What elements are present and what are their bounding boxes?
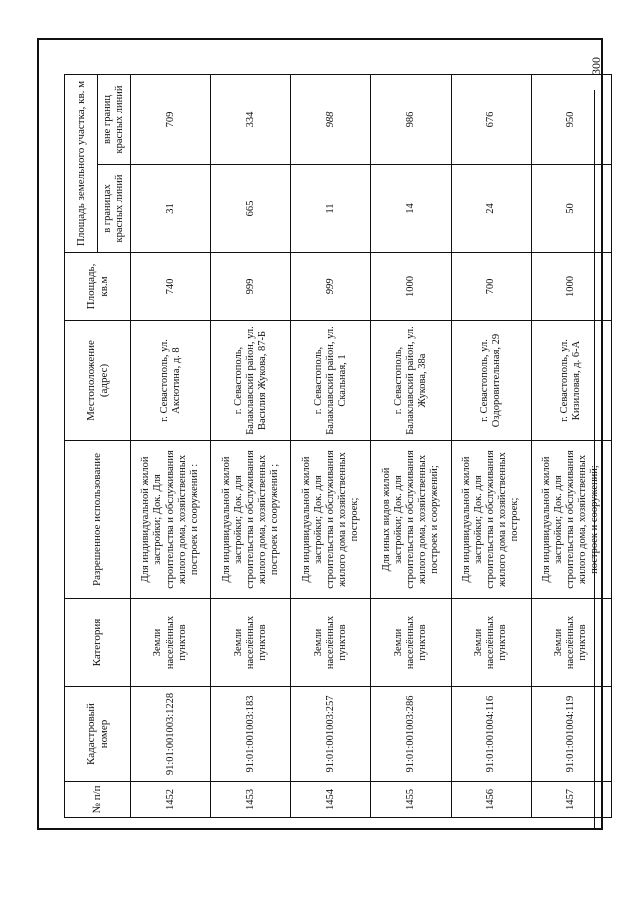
header-category: Категория: [65, 599, 131, 687]
table-row: [531, 74, 611, 817]
cell-num: 1456: [451, 782, 531, 818]
cell-cadastral: 91:01:001003:257: [291, 687, 371, 782]
cell-area: 740: [131, 253, 211, 321]
cell-outside: 988: [291, 74, 371, 164]
cell-permitted-use: Для индивидуальной жилой застройки; Док. для строительства и обслуживания жилого дома, хозяйственных построек и сооружений;: [531, 441, 611, 599]
cell-num: 1453: [211, 782, 291, 818]
cell-category: Земли населённых пунктов: [451, 599, 531, 687]
cell-category: Земли населённых пунктов: [131, 599, 211, 687]
cell-permitted-use: Для индивидуальной жилой застройки; Док. для строительства и обслуживания жилого дома и хозяйственных построек;: [451, 441, 531, 599]
land-plots-table: [64, 74, 612, 818]
cell-num: 1454: [291, 782, 371, 818]
cell-address: г. Севастополь, ул. Аксютина, д. 8: [131, 321, 211, 441]
header-inside-red-lines: в границах красных линий: [98, 165, 131, 253]
cell-area: 999: [291, 253, 371, 321]
table-row: [371, 74, 451, 817]
header-cadastral: Кадастровый номер: [65, 687, 131, 782]
cell-cadastral: 91:01:001003:183: [211, 687, 291, 782]
cell-permitted-use: Для индивидуальной жилой застройки; Док. Для строительства и обслуживания жилого дома, хозяйственных построек и сооружений :: [131, 441, 211, 599]
cell-outside: 334: [211, 74, 291, 164]
cell-inside: 665: [211, 165, 291, 253]
cell-permitted-use: Для иных видов жилой застройки; Док. для строительства и обслуживания жилого дома, хозяйственных построек и сооружений;: [371, 441, 451, 599]
cell-outside: 709: [131, 74, 211, 164]
cell-inside: 31: [131, 165, 211, 253]
cell-permitted-use: Для индивидуальной жилой застройки; Док. для строительства и обслуживания жилого дома, хозяйственных построек и сооружений ;: [211, 441, 291, 599]
cell-area: 999: [211, 253, 291, 321]
header-area: Площадь, кв.м: [65, 253, 131, 321]
cell-num: 1457: [531, 782, 611, 818]
page-number: 300: [589, 57, 603, 75]
cell-outside: 676: [451, 74, 531, 164]
cell-area: 1000: [371, 253, 451, 321]
cell-num: 1455: [371, 782, 451, 818]
cell-address: г. Севастополь, Балаклавский район, ул. Жукова, 38а: [371, 321, 451, 441]
cell-num: 1452: [131, 782, 211, 818]
cell-outside: 950: [531, 74, 611, 164]
table-row: [211, 74, 291, 817]
rotated-table-wrapper: [64, 75, 612, 818]
cell-category: Земли населённых пунктов: [531, 599, 611, 687]
table-row: [291, 74, 371, 817]
cell-address: г. Севастополь, ул. Кизиловая, д. 6-А: [531, 321, 611, 441]
cell-outside: 986: [371, 74, 451, 164]
cell-inside: 24: [451, 165, 531, 253]
cell-address: г. Севастополь, Балаклавский район, ул. Василия Жукова, 87-Б: [211, 321, 291, 441]
cell-inside: 50: [531, 165, 611, 253]
cell-cadastral: 91:01:001003:1228: [131, 687, 211, 782]
header-outside-red-lines: вне границ красных линий: [98, 74, 131, 164]
cell-address: г. Севастополь, Балаклавский район, ул. Скальная, 1: [291, 321, 371, 441]
cell-cadastral: 91:01:001003:286: [371, 687, 451, 782]
cell-category: Земли населённых пунктов: [211, 599, 291, 687]
cell-area: 1000: [531, 253, 611, 321]
cell-inside: 11: [291, 165, 371, 253]
header-permitted-use: Разрешенное использование: [65, 441, 131, 599]
cell-category: Земли населённых пунктов: [291, 599, 371, 687]
cell-address: г. Севастополь, ул. Оздоровительная, 29: [451, 321, 531, 441]
table-row: [131, 74, 211, 817]
cell-category: Земли населённых пунктов: [371, 599, 451, 687]
table-row: [451, 74, 531, 817]
header-plot-area: Площадь земельного участка, кв. м: [65, 74, 98, 252]
header-num: № п/п: [65, 782, 131, 818]
cell-permitted-use: Для индивидуальной жилой застройки; Док. для строительства и обслуживания жилого дома и хозяйственных построек;: [291, 441, 371, 599]
cell-area: 700: [451, 253, 531, 321]
cell-cadastral: 91:01:001004:119: [531, 687, 611, 782]
header-location: Местоположение (адрес): [65, 321, 131, 441]
cell-inside: 14: [371, 165, 451, 253]
cell-cadastral: 91:01:001004:116: [451, 687, 531, 782]
